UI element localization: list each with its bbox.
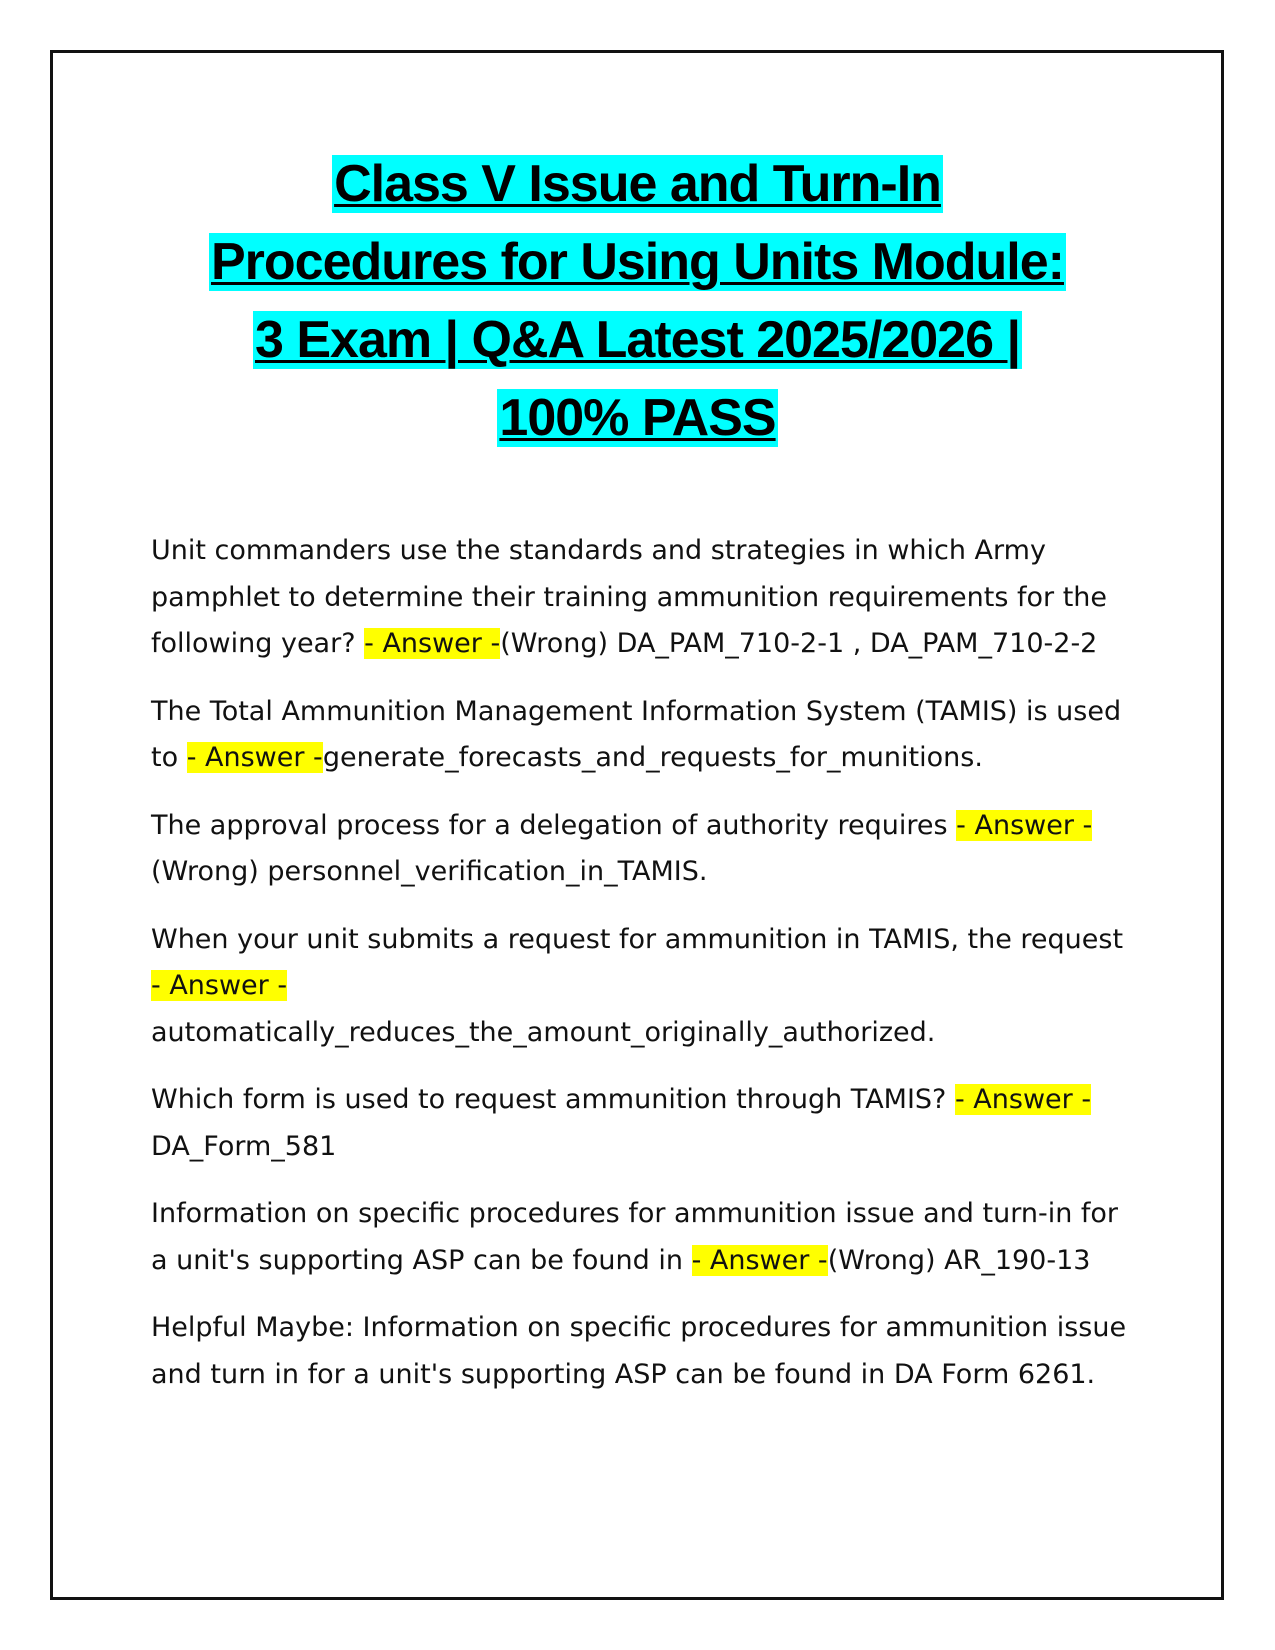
qa-item-2 <box>151 689 1131 782</box>
answer-text: DA_Form_581 <box>151 1130 337 1162</box>
qa-item-4 <box>151 917 1131 1057</box>
qa-item-5 <box>151 1077 1131 1170</box>
question-text: The Total Ammunition Management Information System (TAMIS) is used to <box>151 695 1122 773</box>
title-line-4: 100% PASS <box>499 389 776 447</box>
answer-text: automatically_reduces_the_amount_originally_authorized. <box>151 1016 936 1048</box>
answer-marker: - Answer - <box>954 1084 1092 1115</box>
question-text: Which form is used to request ammunition through TAMIS? <box>151 1084 955 1115</box>
answer-marker: - Answer - <box>691 1244 828 1276</box>
qa-item-3 <box>151 803 1131 896</box>
answer-text: (Wrong) personnel_verification_in_TAMIS. <box>151 856 708 887</box>
qa-item-6 <box>151 1191 1131 1284</box>
question-text: The approval process for a delegation of authority requires <box>151 809 957 841</box>
answer-text: generate_forecasts_and_requests_for_munitions. <box>322 742 983 773</box>
answer-text: (Wrong) AR_190-13 <box>827 1244 1091 1276</box>
answer-marker: - Answer - <box>186 742 323 773</box>
answer-marker: - Answer - <box>364 628 501 659</box>
qa-content <box>151 528 1131 1419</box>
title-line-2: Procedures for Using Units Module: <box>211 233 1064 291</box>
helpful-note: Helpful Maybe: Information on specific procedures for ammunition issue and turn in for a unit's supporting ASP can be found in DA Form 6261. <box>151 1312 1127 1390</box>
question-text: Information on specific procedures for ammunition issue and turn-in for a unit's supporting ASP can be found in <box>151 1198 1119 1276</box>
question-text: When your unit submits a request for ammunition in TAMIS, the request <box>151 923 1124 955</box>
answer-marker: - Answer - <box>956 809 1093 841</box>
answer-text: (Wrong) DA_PAM_710-2-1 , DA_PAM_710-2-2 <box>500 628 1098 659</box>
qa-item-1 <box>151 528 1131 668</box>
title-line-3: 3 Exam | Q&A Latest 2025/2026 | <box>254 311 1021 369</box>
document-title <box>100 145 1175 457</box>
answer-marker: - Answer - <box>151 970 288 1001</box>
title-line-1: Class V Issue and Turn-In <box>334 155 941 213</box>
question-text: Unit commanders use the standards and strategies in which Army pamphlet to determine their training ammunition requirements for the following year? <box>151 535 1108 659</box>
